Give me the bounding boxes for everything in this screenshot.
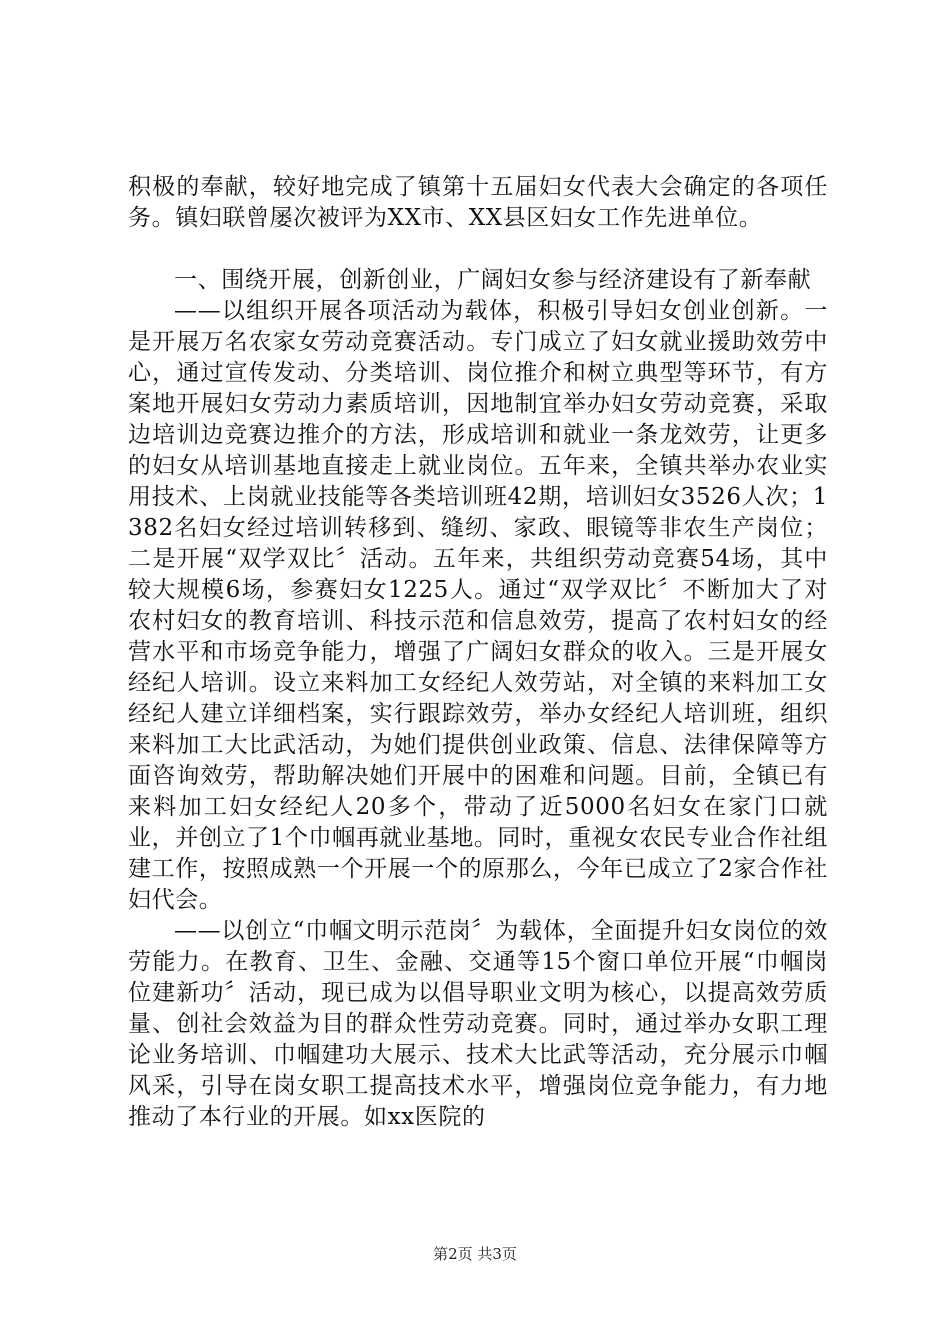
page-number-footer: 第2页 共3页 — [433, 1245, 517, 1263]
document-body — [128, 172, 828, 1133]
paragraph-entrepreneurship: ——以组织开展各项活动为载体，积极引导妇女创业创新。一是开展万名农家女劳动竞赛活动。专门成立了妇女就业援助效劳中心，通过宣传发动、分类培训、岗位推介和树立典型等环节，有方案地开展妇女劳动力素质培训，因地制宜举办妇女劳动竞赛，采取边培训边竞赛边推介的方法，形成培训和就业一条龙效劳，让更多的妇女从培训基地直接走上就业岗位。五年来，全镇共举办农业实用技术、上岗就业技能等各类培训班42期，培训妇女3526人次；1382名妇女经过培训转移到、缝纫、家政、眼镜等非农生产岗位；二是开展“双学双比〞活动。五年来，共组织劳动竞赛54场，其中较大规模6场，参赛妇女1225人。通过“双学双比〞不断加大了对农村妇女的教育培训、科技示范和信息效劳，提高了农村妇女的经营水平和市场竞争能力，增强了广阔妇女群众的收入。三是开展女经纪人培训。设立来料加工女经纪人效劳站，对全镇的来料加工女经纪人建立详细档案，实行跟踪效劳，举办女经纪人培训班，组织来料加工大比武活动，为她们提供创业政策、信息、法律保障等方面咨询效劳，帮助解决她们开展中的困难和问题。目前，全镇已有来料加工妇女经纪人20多个，带动了近5000名妇女在家门口就业，并创立了1个巾帼再就业基地。同时，重视女农民专业合作社组建工作，按照成熟一个开展一个的原那么，今年已成立了2家合作社妇代会。 — [128, 298, 828, 913]
paragraph-intro: 积极的奉献，较好地完成了镇第十五届妇女代表大会确定的各项任务。镇妇联曾屡次被评为XX市、XX县区妇女工作先进单位。 — [128, 174, 828, 231]
section-heading: 一、围绕开展，创新创业，广阔妇女参与经济建设有了新奉献 — [174, 267, 812, 293]
paragraph-model-post: ——以创立“巾帼文明示范岗〞为载体，全面提升妇女岗位的效劳能力。在教育、卫生、金融、交通等15个窗口单位开展“巾帼岗位建新功〞活动，现已成为以倡导职业文明为核心，以提高效劳质量、创社会效益为目的群众性劳动竞赛。同时，通过举办女职工理论业务培训、巾帼建功大展示、技术大比武等活动，充分展示巾帼风采，引导在岗女职工提高技术水平，增强岗位竞争能力，有力地推动了本行业的开展。如xx医院的 — [128, 918, 828, 1130]
